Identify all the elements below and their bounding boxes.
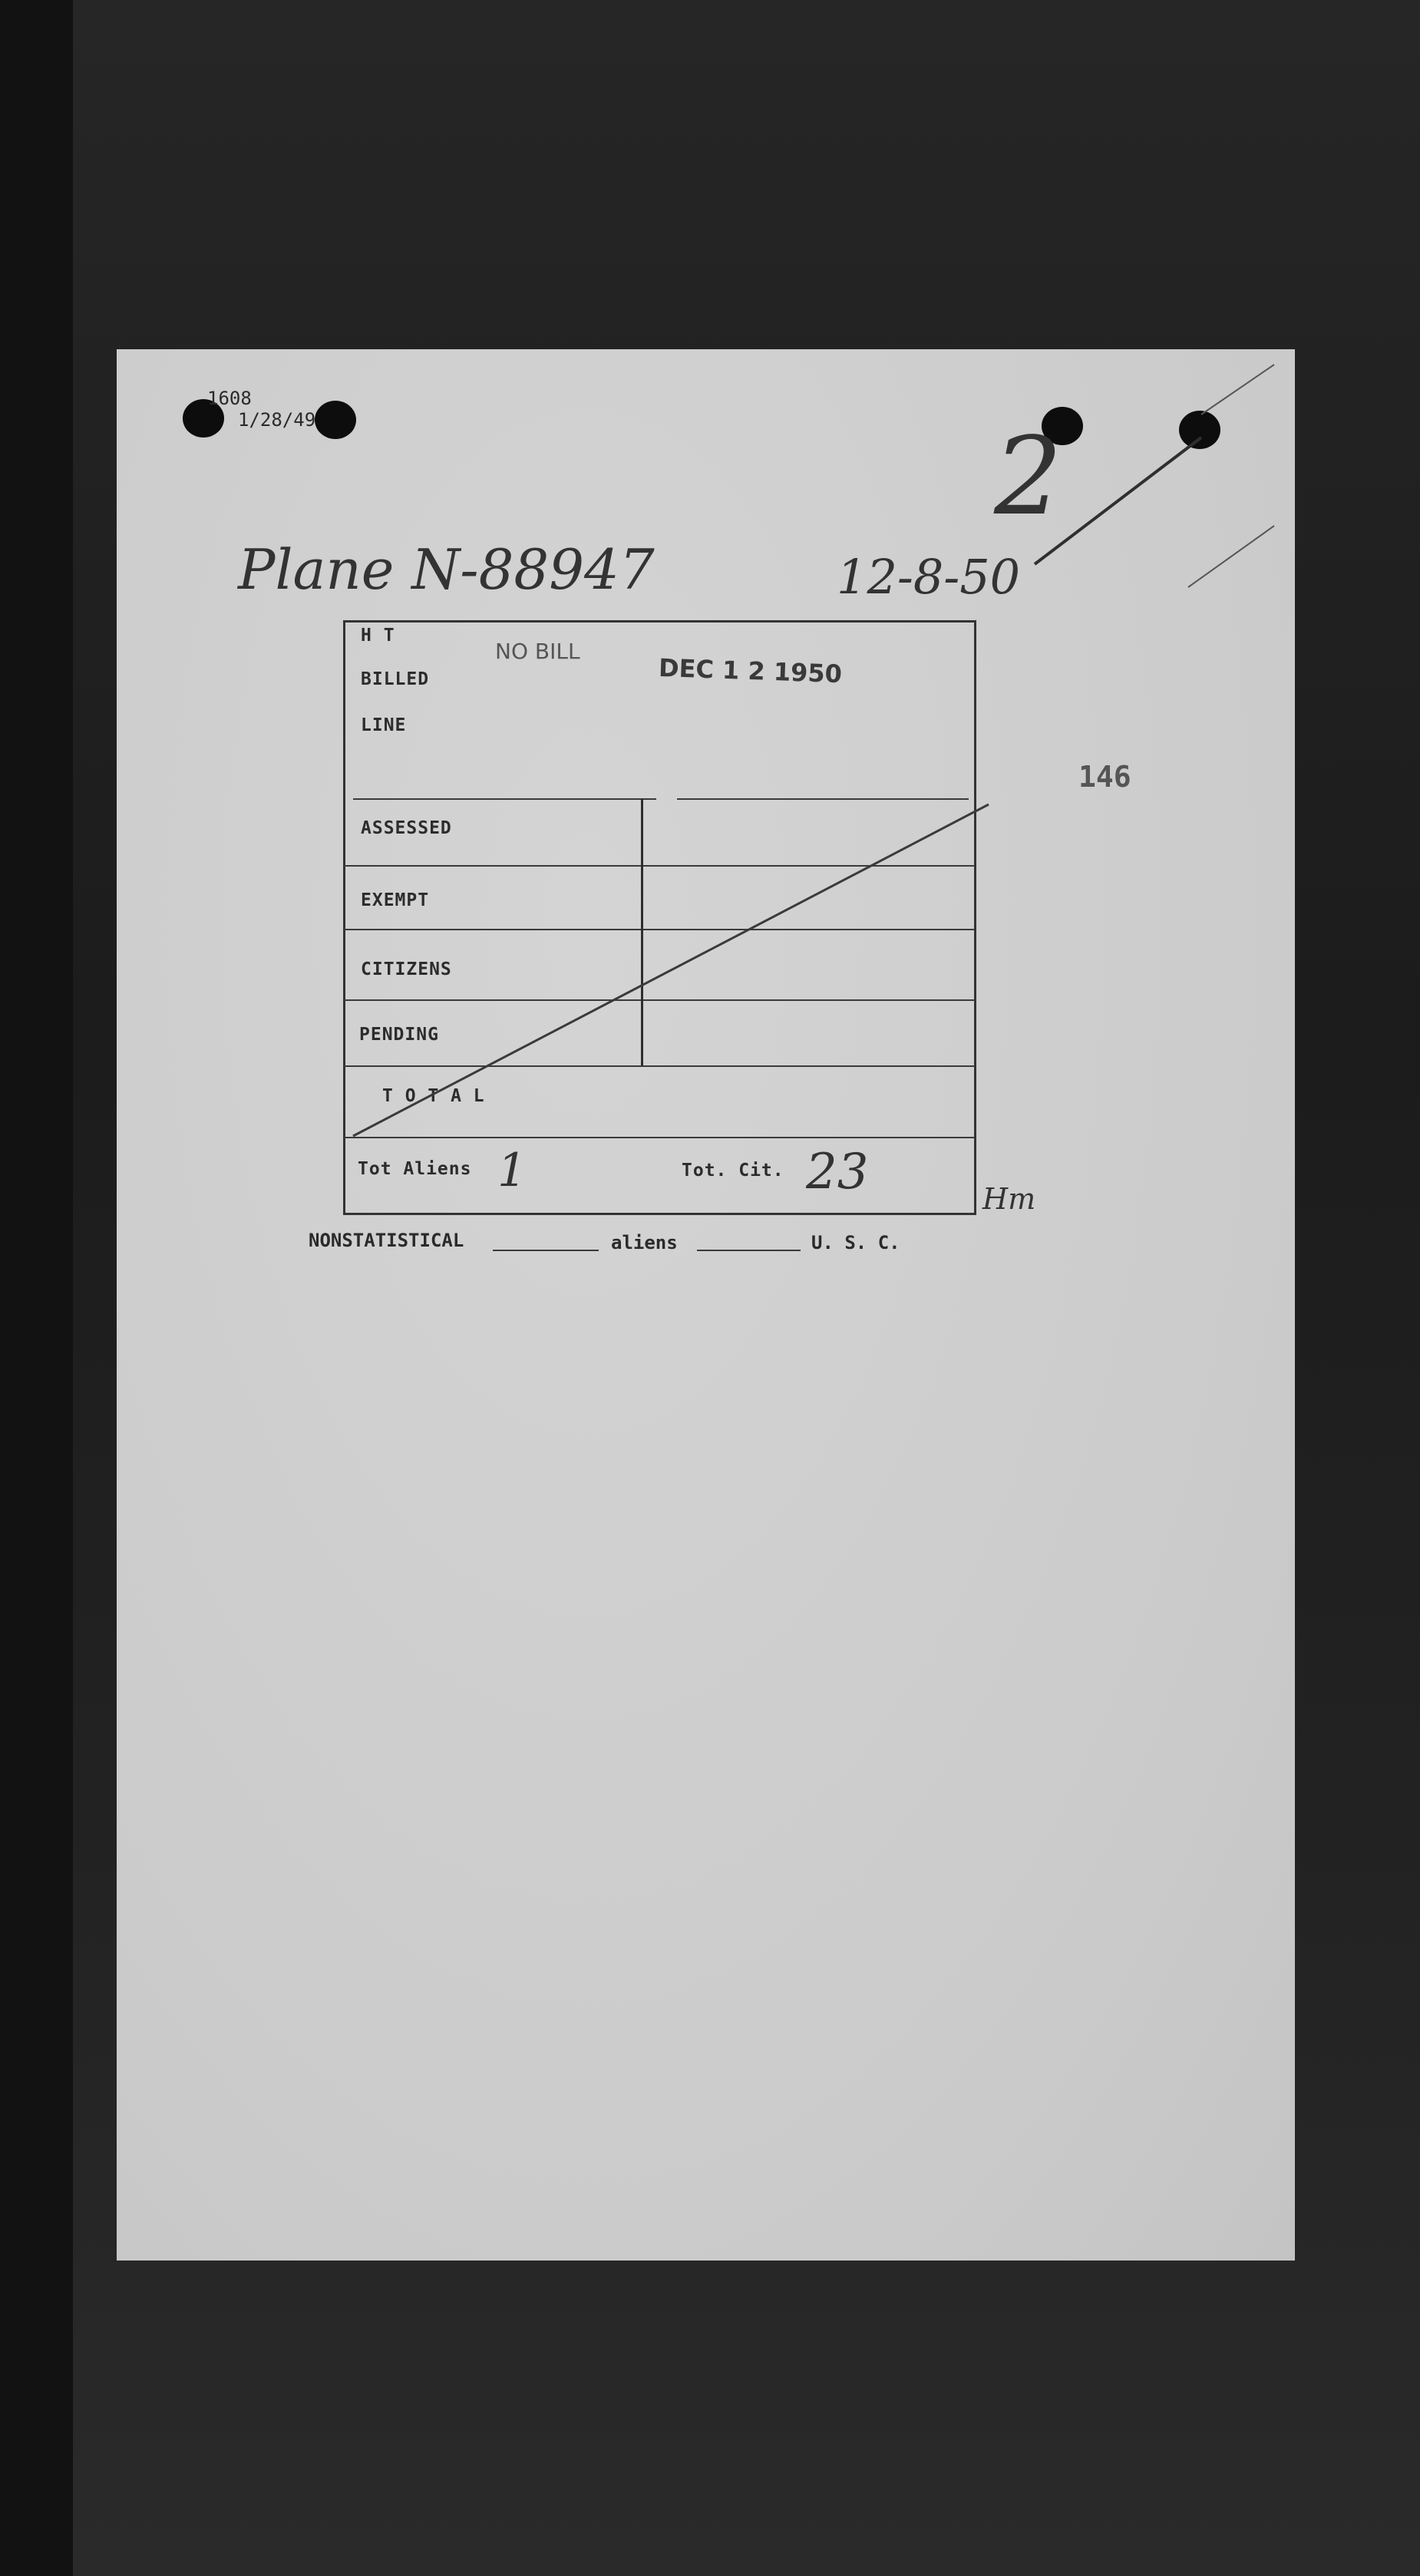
form-date: 1/28/49 bbox=[238, 409, 316, 431]
label-line: LINE bbox=[361, 715, 407, 735]
label-citizens: CITIZENS bbox=[361, 959, 452, 979]
label-exempt: EXEMPT bbox=[361, 890, 430, 910]
stamp-no-bill: NO BILL bbox=[495, 639, 580, 664]
handwritten-date: 12-8-50 bbox=[837, 549, 1021, 605]
label-billed: BILLED bbox=[361, 669, 430, 689]
label-ht: H T bbox=[361, 626, 395, 646]
footer-nonstatistical: NONSTATISTICAL bbox=[309, 1230, 464, 1251]
handwritten-mark: 2 bbox=[994, 414, 1063, 540]
footer-aliens: aliens bbox=[611, 1232, 678, 1253]
label-tot-cit: Tot. Cit. bbox=[682, 1161, 784, 1181]
tot-cit-value: 23 bbox=[806, 1144, 869, 1200]
checkmark-stroke bbox=[1035, 438, 1201, 564]
label-pending: PENDING bbox=[359, 1025, 439, 1045]
form-number: 1608 bbox=[207, 388, 252, 409]
stamp-date: DEC 1 2 1950 bbox=[658, 652, 843, 689]
initials: Hm bbox=[982, 1182, 1036, 1216]
tot-aliens-value: 1 bbox=[497, 1144, 527, 1197]
label-tot-aliens: Tot Aliens bbox=[358, 1159, 472, 1179]
footer-usc: U. S. C. bbox=[811, 1232, 900, 1253]
diagonal-strike-line bbox=[353, 804, 989, 1136]
label-assessed: ASSESSED bbox=[361, 818, 452, 838]
handwritten-plane-number: Plane N-88947 bbox=[238, 537, 655, 602]
edge-stroke-lower bbox=[1188, 526, 1274, 587]
edge-stroke-top bbox=[1201, 365, 1274, 414]
page-number: 146 bbox=[1078, 760, 1131, 794]
label-total: T O T A L bbox=[382, 1086, 485, 1106]
